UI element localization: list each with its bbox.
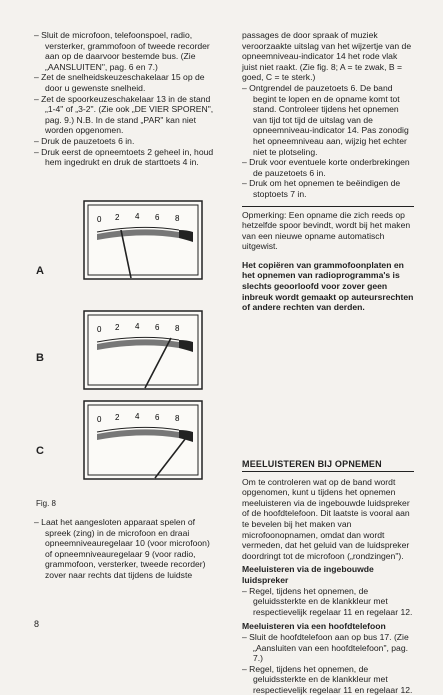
- meter-a: [83, 200, 203, 285]
- scale-label: 6: [155, 213, 160, 222]
- scale-label: 6: [155, 413, 160, 422]
- scale-label: 4: [135, 322, 140, 331]
- scale-label: 0: [97, 415, 102, 424]
- scale-label: 8: [175, 214, 180, 223]
- scale-label: 2: [115, 323, 120, 332]
- scale-label: 0: [97, 215, 102, 224]
- right-column: [242, 30, 414, 313]
- panel-label-a: A: [36, 265, 44, 277]
- instruction-item: – Druk de pauzetoets 6 in.: [34, 136, 215, 147]
- page-number: 8: [34, 619, 40, 629]
- scale-label: 4: [135, 412, 140, 421]
- divider: [242, 206, 414, 207]
- figure-caption: Fig. 8: [36, 499, 57, 508]
- instruction-item: – Regel, tijdens het opnemen, de geluidssterkte en de klankkleur met respectievelijk regelaar 11 en regelaar 12.: [242, 586, 414, 618]
- note-paragraph: Opmerking: Een opname die zich reeds op hetzelfde spoor bevindt, wordt bij het maken van een nieuwe opname automatisch uitgewist.: [242, 209, 411, 252]
- divider: [242, 471, 414, 472]
- instruction-item: – Sluit de microfoon, telefoonspoel, radio, versterker, grammofoon of tweede recorder aan op de daarvoor bestemde bus. (Zie „AANSLUITEN", pag. 6 en 7.): [34, 30, 215, 72]
- continued-text: passages de door spraak of muziek veroorzaakte uitslag van het wijzertje van de opneemniveau-indicator 14 het rode vlak juist niet raakt. (Zie fig. 8; A = te zwak, B = goed, C = te sterk.): [242, 30, 412, 83]
- instruction-item: – Zet de spoorkeuzeschakelaar 13 in de stand „1-4" of „3-2". (Zie ook „DE VIER SPOREN", pag. 9.) N.B. In de stand „PAR" kan niet worden opgenomen.: [34, 94, 215, 136]
- instruction-item: – Druk om het opnemen te beëindigen de stoptoets 7 in.: [242, 178, 414, 199]
- meter-c: [83, 400, 203, 485]
- section-title: MEELUISTEREN BIJ OPNEMEN: [242, 459, 382, 469]
- scale-label: 2: [115, 213, 120, 222]
- section-intro: Om te controleren wat op de band wordt opgenomen, kunt u tijdens het opnemen meeluisteren via de ingebouwde luidspreker of de hoofdtelefoon. Dit laatste is vooral aan te bevelen bij het maken van microfoonopnamen, omdat dan wordt vermeden, dat het geluid van de luidspreker doordringt tot de microfoon („rondzingen").: [242, 476, 410, 561]
- left-column-bottom: [34, 517, 215, 581]
- instruction-item: – Sluit de hoofdtelefoon aan op bus 17. (Zie „Aansluiten van een hoofdtelefoon", pag. 7.): [242, 632, 414, 664]
- subsection-title: Meeluisteren via de ingebouwde luidspreker: [242, 564, 374, 585]
- scale-label: 4: [135, 212, 140, 221]
- scale-label: 8: [175, 324, 180, 333]
- copyright-notice: Het copiëren van grammofoonplaten en het opnemen van radioprogramma's is slechts geoorloofd voor zover geen inbreuk wordt gemaakt op auteursrechten of andere rechten van derden.: [242, 259, 414, 313]
- section-monitoring: [242, 459, 414, 695]
- subsection-title: Meeluisteren via een hoofdtelefoon: [242, 621, 386, 632]
- instruction-item: – Laat het aangesloten apparaat spelen of spreek (zing) in de microfoon en draai opneemniveauregelaar 10 (voor microfoon) of opneemniveauregelaar 9 (voor radio, grammofoon, versterker, tweede recorder) zover naar rechts dat tijdens de luidste: [34, 517, 215, 581]
- instruction-item: – Zet de snelheidskeuzeschakelaar 15 op de door u gewenste snelheid.: [34, 72, 215, 93]
- instruction-item: – Ontgrendel de pauzetoets 6. De band begint te lopen en de opname komt tot stand. Controleer tijdens het opnemen van tijd tot tijd de uitslag van de opneemniveau-indicator 14. Pas zonodig het opneemniveau aan, wijzig het echter niet te plotseling.: [242, 83, 414, 157]
- instruction-item: – Druk eerst de opneemtoets 2 geheel in, houd hem ingedrukt en druk de starttoets 4 in.: [34, 147, 215, 168]
- instruction-item: – Druk voor eventuele korte onderbrekingen de pauzetoets 6 in.: [242, 157, 414, 178]
- left-column-top: [34, 30, 215, 168]
- panel-label-b: B: [36, 352, 44, 364]
- scale-label: 0: [97, 325, 102, 334]
- meter-b: [83, 310, 203, 395]
- scale-label: 6: [155, 323, 160, 332]
- instruction-item: – Regel, tijdens het opnemen, de geluidssterkte en de klankkleur met respectievelijk regelaar 11 en regelaar 12.: [242, 664, 414, 695]
- panel-label-c: C: [36, 445, 44, 457]
- scale-label: 2: [115, 413, 120, 422]
- scale-label: 8: [175, 414, 180, 423]
